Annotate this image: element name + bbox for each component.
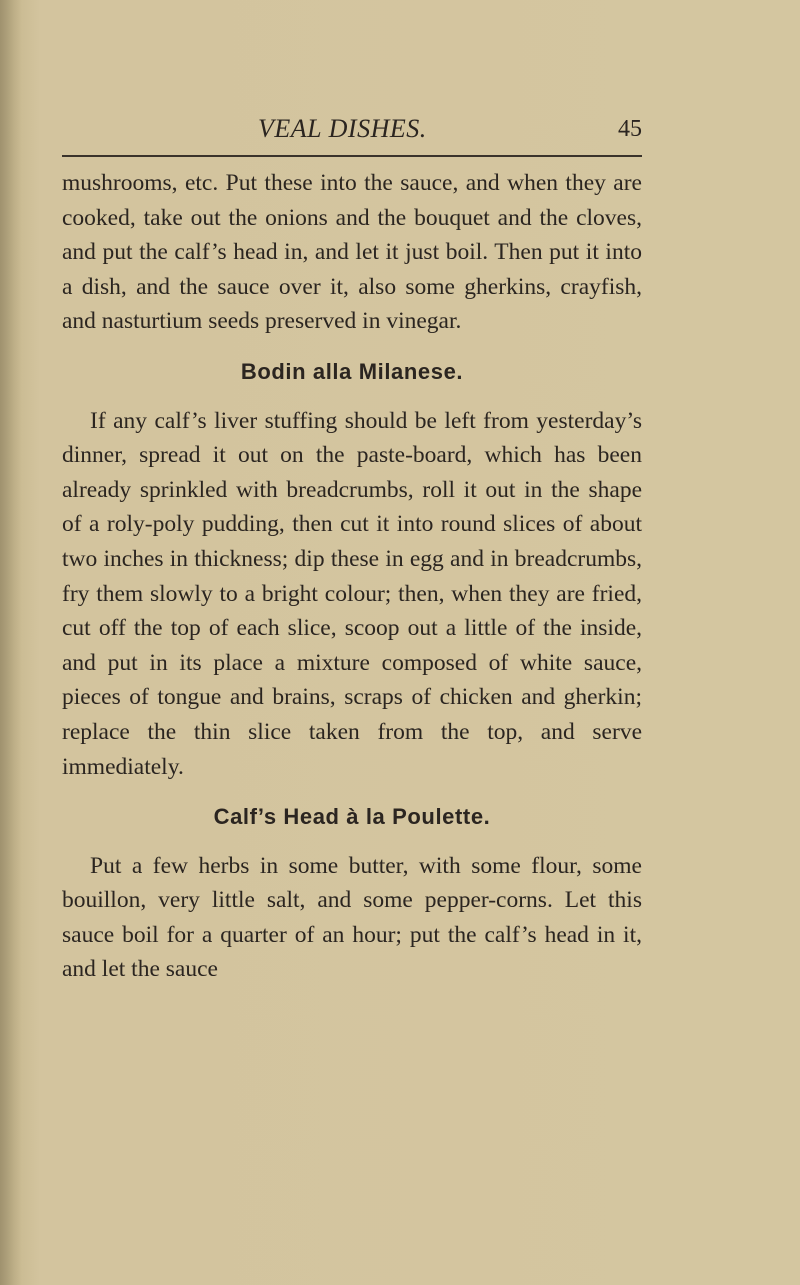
recipe-body-bodin: If any calf’s liver stuffing should be left from yesterday’s dinner, spread it out on the paste-board, which has been already sprinkled with breadcrumbs, roll it out in the shape of a roly-poly pudding, then cut it into round slices of about two inches in thickness; dip these in egg and in breadcrumbs, fry them slowly to a bright colour; then, when they are fried, cut off the top of each slice, scoop out a little of the inside, and put in its place a mixture composed of white sauce, pieces of tongue and brains, scraps of chicken and gherkin; replace the thin slice taken from the top, and serve immediately. — [62, 407, 642, 780]
recipe-heading-calfs-head: Calf’s Head à la Poulette. — [213, 804, 491, 830]
running-head — [62, 114, 642, 154]
page-body — [62, 166, 642, 987]
gutter-shadow — [0, 0, 22, 1285]
running-title: VEAL DISHES. — [258, 114, 427, 143]
header-rule — [62, 155, 642, 157]
continuation-paragraph: mushrooms, etc. Put these into the sauce, and when they are cooked, take out the onions and the bouquet and the cloves, and put the calf’s head in, and let it just boil. Then put it into a dish, and the sauce over it, also some gherkins, crayfish, and nasturtium seeds preserved in vinegar. — [62, 170, 642, 335]
page-number: 45 — [618, 116, 642, 142]
recipe-body-calfs-head: Put a few herbs in some butter, with some flour, some bouillon, very little salt, and some pepper-corns. Let this sauce boil for a quarter of an hour; put the calf’s head in it, and let the sauce — [62, 852, 642, 983]
recipe-heading-bodin: Bodin alla Milanese. — [240, 358, 464, 384]
